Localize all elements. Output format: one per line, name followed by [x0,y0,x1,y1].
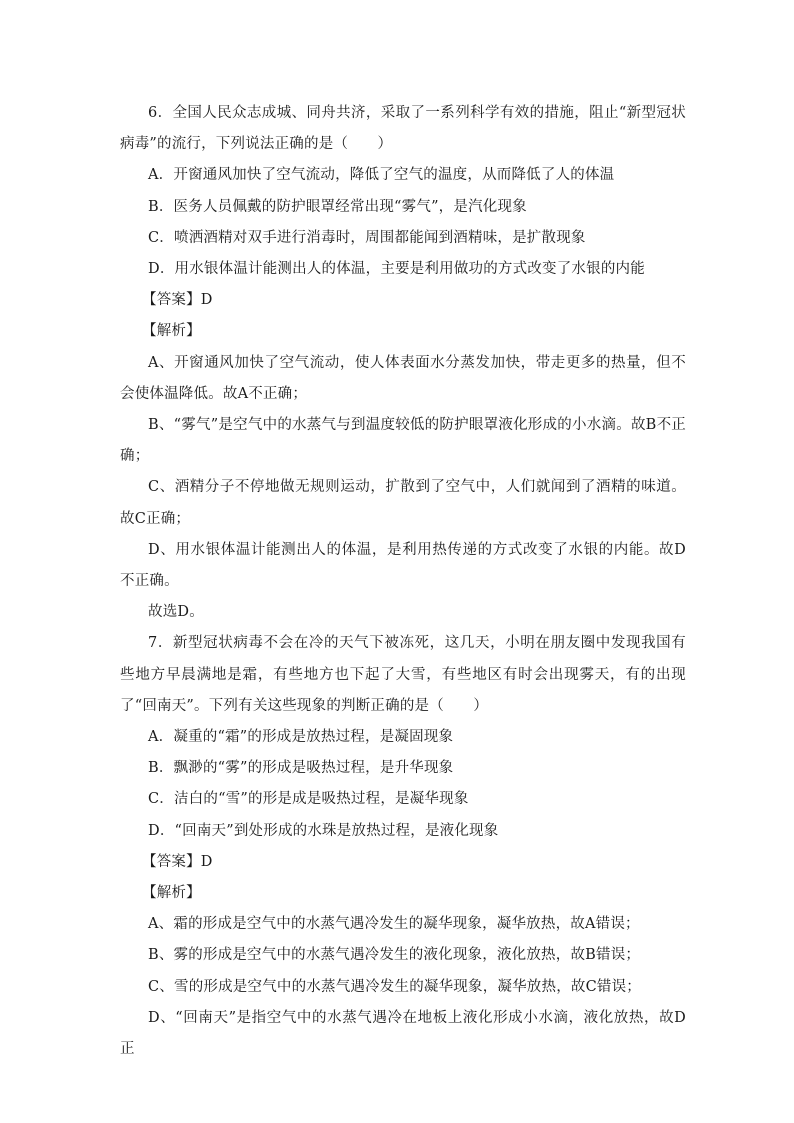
question-7-answer: 【答案】D [142,853,213,870]
question-7-analysis-a: A、霜的形成是空气中的水蒸气遇冷发生的凝华现象，凝华放热，故A错误； [148,916,640,933]
question-6-option-b: B．医务人员佩戴的防护眼罩经常出现“雾气”，是汽化现象 [148,198,527,215]
question-7-option-d: D．“回南天”到处形成的水珠是放热过程，是液化现象 [148,822,499,839]
question-6-option-d: D．用水银体温计能测出人的体温，主要是利用做功的方式改变了水银的内能 [148,261,645,278]
question-6-analysis-b: B、“雾气”是空气中的水蒸气与到温度较低的防护眼罩液化形成的小水滴。故B不正确； [120,417,686,465]
document-page [120,98,686,1065]
question-6-analysis-a: A、开窗通风加快了空气流动，使人体表面水分蒸发加快，带走更多的热量，但不会使体温降低。故A不正确； [120,354,686,402]
question-6-analysis-label: 【解析】 [142,323,201,340]
question-7-stem: 7．新型冠状病毒不会在冷的天气下被冻死，这几天，小明在朋友圈中发现我国有些地方早晨满地是霜，有些地方也下起了大雪，有些地区有时会出现雾天，有的出现了“回南天”。下列有关这些现象的判断正确的是（ ） [120,635,686,714]
question-7-analysis-c: C、雪的形成是空气中的水蒸气遇冷发生的凝华现象，凝华放热，故C错误； [148,978,641,995]
question-7-analysis-d: D、“回南天”是指空气中的水蒸气遇冷在地板上液化形成小水滴，液化放热，故D正 [120,1009,686,1058]
question-7-analysis-label: 【解析】 [142,885,201,902]
question-6-analysis-d: D、用水银体温计能测出人的体温，是利用热传递的方式改变了水银的内能。故D不正确。 [120,541,686,590]
question-6-conclusion: 故选D。 [148,604,204,621]
question-6-option-c: C．喷洒酒精对双手进行消毒时，周围都能闻到酒精味，是扩散现象 [148,229,586,246]
question-6-analysis-c: C、酒精分子不停地做无规则运动，扩散到了空气中，人们就闻到了酒精的味道。故C正确； [120,479,686,527]
question-6-stem: 6．全国人民众志成城、同舟共济，采取了一系列科学有效的措施，阻止“新型冠状病毒”的流行，下列说法正确的是（ ） [120,105,686,153]
question-7-option-b: B．飘渺的“雾”的形成是吸热过程，是升华现象 [148,760,454,777]
question-6-option-a: A．开窗通风加快了空气流动，降低了空气的温度，从而降低了人的体温 [148,167,615,184]
question-7-option-c: C．洁白的“雪”的形是成是吸热过程，是凝华现象 [148,791,469,808]
question-7-analysis-b: B、雾的形成是空气中的水蒸气遇冷发生的液化现象，液化放热，故B错误； [148,947,641,964]
question-7-option-a: A．凝重的“霜”的形成是放热过程，是凝固现象 [148,729,454,746]
question-6-answer: 【答案】D [142,292,213,309]
